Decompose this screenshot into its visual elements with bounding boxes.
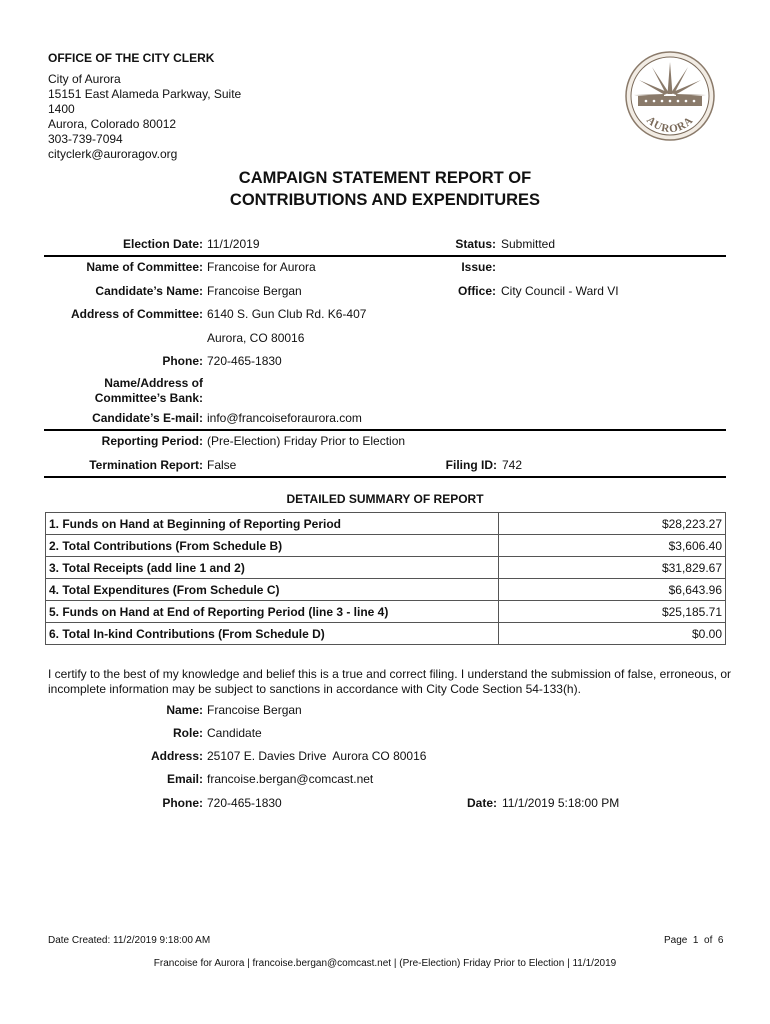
- cert-phone-value: 720-465-1830: [207, 796, 282, 810]
- cert-phone-label: Phone:: [162, 796, 203, 810]
- date-created: Date Created: 11/2/2019 9:18:00 AM: [48, 935, 211, 946]
- termination-report-label: Termination Report:: [89, 458, 203, 472]
- candidate-name-value: Francoise Bergan: [207, 284, 302, 298]
- office-heading: OFFICE OF THE CITY CLERK: [48, 51, 215, 65]
- cert-email-value: francoise.bergan@comcast.net: [207, 772, 374, 786]
- election-date-label: Election Date:: [122, 237, 203, 251]
- page-number: Page 1 of 6: [664, 935, 724, 946]
- summary-table: [45, 512, 726, 645]
- table-row: [46, 623, 726, 645]
- address-line: Aurora, Colorado 80012: [48, 117, 177, 131]
- bank-label-line: Committee’s Bank:: [94, 391, 203, 405]
- status-label: Status:: [455, 237, 496, 251]
- clerk-address: [48, 72, 241, 162]
- cert-name-label: Name:: [166, 703, 203, 717]
- summary-label: 4. Total Expenditures (From Schedule C): [46, 579, 499, 601]
- summary-label: 6. Total In-kind Contributions (From Schedule D): [46, 623, 499, 645]
- cert-email-label: Email:: [166, 772, 203, 786]
- footer-summary: Francoise for Aurora | francoise.bergan@comcast.net | (Pre-Election) Friday Prior to Election | 11/1/2019: [153, 958, 617, 969]
- issue-label: Issue:: [461, 260, 496, 274]
- summary-label: 3. Total Receipts (add line 1 and 2): [46, 557, 499, 579]
- address-line: 1400: [48, 102, 75, 116]
- title-line: CONTRIBUTIONS AND EXPENDITURES: [229, 191, 541, 209]
- candidate-name-label: Candidate’s Name:: [95, 284, 203, 298]
- summary-amount: $31,829.67: [499, 557, 726, 579]
- filing-id-value: 742: [502, 458, 523, 472]
- summary-amount: $25,185.71: [499, 601, 726, 623]
- divider: [44, 476, 726, 478]
- termination-report-value: False: [207, 458, 237, 472]
- committee-address-label: Address of Committee:: [70, 307, 203, 321]
- reporting-period-value: (Pre-Election) Friday Prior to Election: [207, 434, 406, 448]
- office-value: City Council - Ward VI: [501, 284, 619, 298]
- address-line: City of Aurora: [48, 72, 121, 86]
- committee-name-value: Francoise for Aurora: [207, 260, 316, 274]
- seal-text: AURORA: [644, 114, 696, 136]
- bank-label-line: Name/Address of: [104, 376, 203, 390]
- summary-amount: $0.00: [499, 623, 726, 645]
- committee-address-line1: 6140 S. Gun Club Rd. K6-407: [207, 307, 367, 321]
- summary-amount: $28,223.27: [499, 513, 726, 535]
- title-line: CAMPAIGN STATEMENT REPORT OF: [238, 169, 532, 187]
- cert-address-label: Address:: [150, 749, 203, 763]
- certification-text: I certify to the best of my knowledge and belief this is a true and correct filing. I understand the submission of false, erroneous, or incomplete information may be subject to sanctions in accordance with City Code Section 54-133(h).: [48, 667, 732, 696]
- phone-label: Phone:: [162, 354, 203, 368]
- divider: [44, 429, 726, 431]
- divider: [44, 255, 726, 257]
- bank-label: [95, 376, 203, 406]
- summary-heading: DETAILED SUMMARY OF REPORT: [286, 492, 484, 506]
- status-value: Submitted: [501, 237, 556, 251]
- cert-role-label: Role:: [173, 726, 203, 740]
- table-row: [46, 579, 726, 601]
- candidate-email-value: info@francoiseforaurora.com: [207, 411, 362, 425]
- committee-address-line2: Aurora, CO 80016: [207, 331, 305, 345]
- city-seal-logo: [624, 50, 716, 142]
- summary-label: 1. Funds on Hand at Beginning of Reporting Period: [46, 513, 499, 535]
- address-line: 15151 East Alameda Parkway, Suite: [48, 87, 242, 101]
- summary-amount: $3,606.40: [499, 535, 726, 557]
- summary-amount: $6,643.96: [499, 579, 726, 601]
- reporting-period-label: Reporting Period:: [101, 434, 203, 448]
- cert-name-value: Francoise Bergan: [207, 703, 302, 717]
- summary-label: 5. Funds on Hand at End of Reporting Period (line 3 - line 4): [46, 601, 499, 623]
- cert-date-value: 11/1/2019 5:18:00 PM: [502, 796, 620, 810]
- table-row: [46, 601, 726, 623]
- table-row: [46, 557, 726, 579]
- phone-value: 720-465-1830: [207, 354, 282, 368]
- cert-address-value: 25107 E. Davies Drive Aurora CO 80016: [207, 749, 427, 763]
- summary-label: 2. Total Contributions (From Schedule B): [46, 535, 499, 557]
- table-row: [46, 535, 726, 557]
- address-line: 303-739-7094: [48, 132, 123, 146]
- cert-role-value: Candidate: [207, 726, 262, 740]
- filing-id-label: Filing ID:: [445, 458, 497, 472]
- table-row: [46, 513, 726, 535]
- candidate-email-label: Candidate’s E-mail:: [92, 411, 203, 425]
- report-title: [0, 167, 770, 211]
- office-label: Office:: [457, 284, 496, 298]
- committee-name-label: Name of Committee:: [86, 260, 203, 274]
- address-line: cityclerk@auroragov.org: [48, 147, 178, 161]
- election-date-value: 11/1/2019: [207, 237, 260, 251]
- cert-date-label: Date:: [466, 796, 497, 810]
